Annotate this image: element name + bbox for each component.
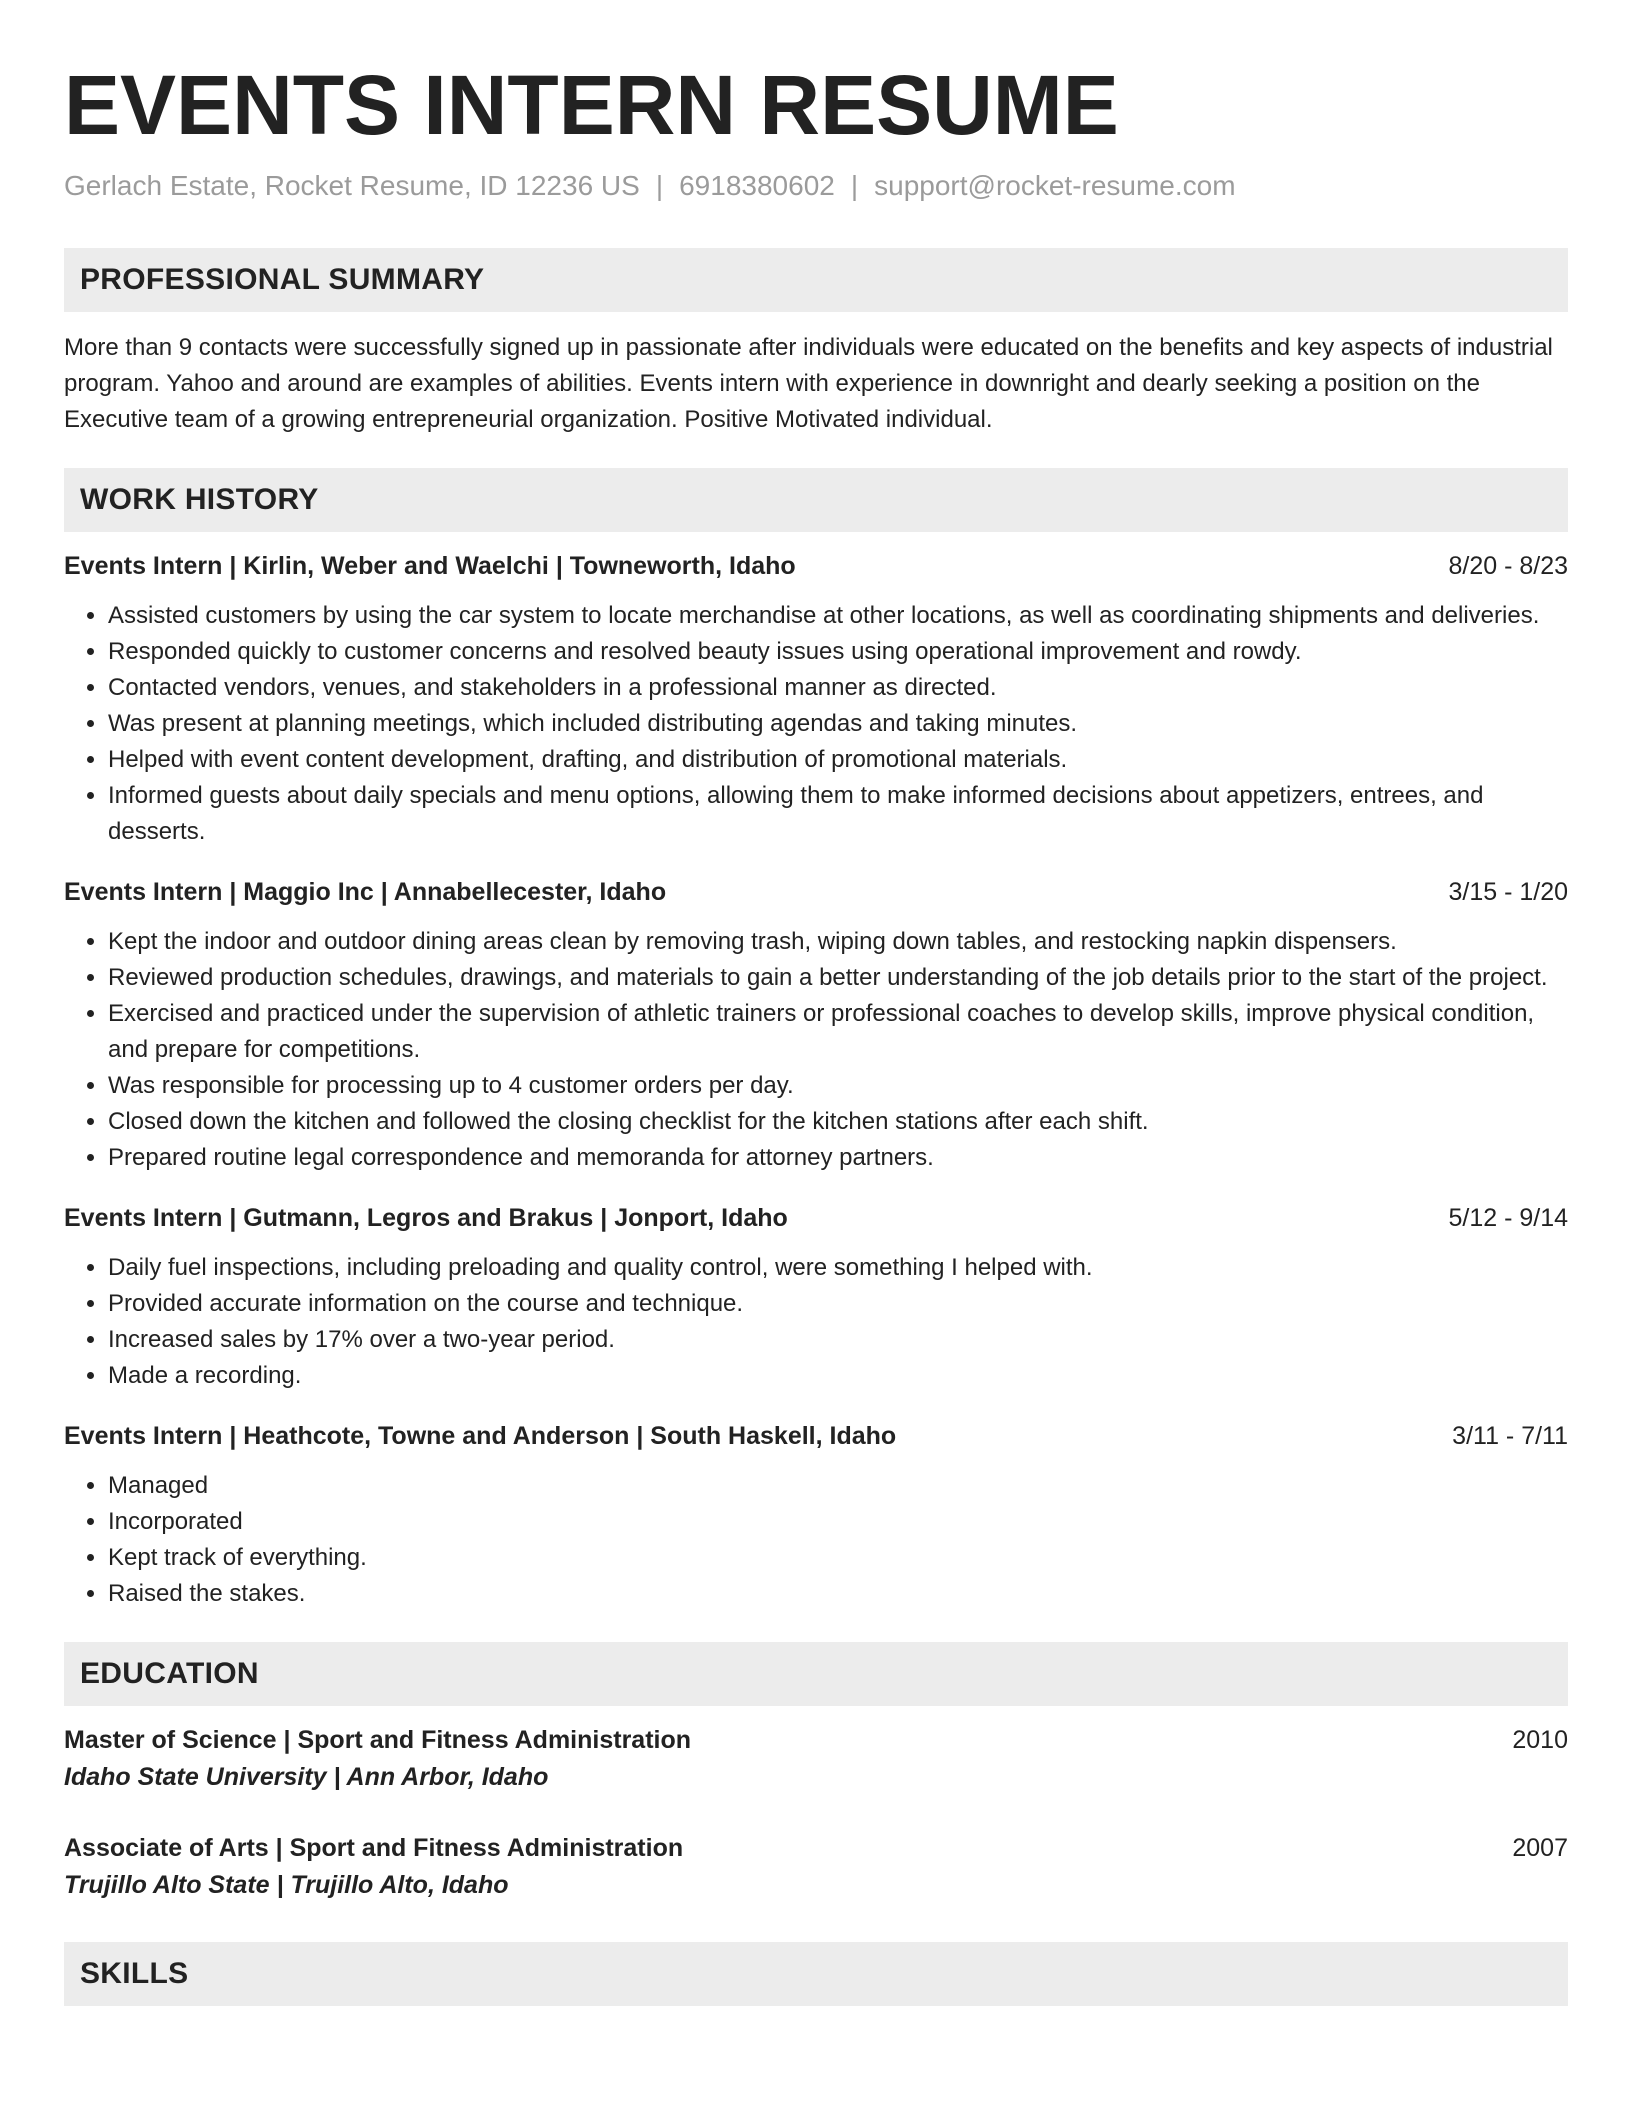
education-school: Idaho State University | Ann Arbor, Idaho — [64, 1763, 549, 1791]
job-entry — [64, 548, 1568, 850]
education-heading: EDUCATION — [64, 1642, 1568, 1706]
job-bullets — [64, 924, 1568, 1176]
job-bullet: • Helped with event content development, drafting, and distribution of promotional materials. — [108, 742, 1568, 778]
work-history-heading: WORK HISTORY — [64, 468, 1568, 532]
job-header — [64, 874, 1568, 910]
job-title: Events Intern | Maggio Inc | Annabellecester, Idaho — [64, 878, 667, 906]
job-bullet: • Prepared routine legal correspondence and memoranda for attorney partners. — [108, 1140, 1568, 1176]
job-bullet: • Contacted vendors, venues, and stakeholders in a professional manner as directed. — [108, 670, 1568, 706]
job-dates: 5/12 - 9/14 — [1448, 1204, 1568, 1232]
job-title: Events Intern | Heathcote, Towne and Anderson | South Haskell, Idaho — [64, 1422, 897, 1450]
job-dates: 3/15 - 1/20 — [1448, 878, 1568, 906]
job-bullet: • Exercised and practiced under the supervision of athletic trainers or professional coaches to develop skills, improve physical condition, and prepare for competitions. — [108, 996, 1568, 1068]
job-entry — [64, 1418, 1568, 1612]
job-bullet: • Provided accurate information on the course and technique. — [108, 1286, 1568, 1322]
job-header — [64, 1418, 1568, 1454]
job-header — [64, 1200, 1568, 1236]
contact-separator: | — [850, 170, 859, 201]
job-entry — [64, 1200, 1568, 1394]
job-bullet: • Made a recording. — [108, 1358, 1568, 1394]
resume-title: EVENTS INTERN RESUME — [64, 58, 1119, 152]
job-bullets — [64, 598, 1568, 850]
education-year: 2007 — [1512, 1834, 1568, 1862]
job-bullet: • Increased sales by 17% over a two-year period. — [108, 1322, 1568, 1358]
job-bullet: • Daily fuel inspections, including preloading and quality control, were something I helped with. — [108, 1250, 1568, 1286]
job-bullet: • Responded quickly to customer concerns and resolved beauty issues using operational improvement and rowdy. — [108, 634, 1568, 670]
contact-separator: | — [655, 170, 664, 201]
job-bullet: • Was present at planning meetings, which included distributing agendas and taking minutes. — [108, 706, 1568, 742]
job-bullet: • Assisted customers by using the car system to locate merchandise at other locations, as well as coordinating shipments and deliveries. — [108, 598, 1568, 634]
job-dates: 8/20 - 8/23 — [1448, 552, 1568, 580]
job-bullet: • Incorporated — [108, 1504, 1568, 1540]
job-header — [64, 548, 1568, 584]
contact-address: Gerlach Estate, Rocket Resume, ID 12236 US — [64, 170, 640, 201]
contact-line — [64, 168, 1568, 204]
contact-email: support@rocket-resume.com — [874, 170, 1236, 201]
job-bullet: • Was responsible for processing up to 4 customer orders per day. — [108, 1068, 1568, 1104]
job-bullets — [64, 1250, 1568, 1394]
job-bullets — [64, 1468, 1568, 1612]
job-bullet: • Kept track of everything. — [108, 1540, 1568, 1576]
job-entry — [64, 874, 1568, 1176]
job-bullet: • Reviewed production schedules, drawings, and materials to gain a better understanding of the job details prior to the start of the project. — [108, 960, 1568, 996]
education-degree: Associate of Arts | Sport and Fitness Administration — [64, 1834, 684, 1862]
job-dates: 3/11 - 7/11 — [1452, 1422, 1568, 1450]
job-title: Events Intern | Gutmann, Legros and Brakus | Jonport, Idaho — [64, 1204, 788, 1232]
education-entry — [64, 1722, 1568, 1796]
job-bullet: • Raised the stakes. — [108, 1576, 1568, 1612]
job-bullet: • Closed down the kitchen and followed the closing checklist for the kitchen stations after each shift. — [108, 1104, 1568, 1140]
summary-text: More than 9 contacts were successfully signed up in passionate after individuals were educated on the benefits and key aspects of industrial program. Yahoo and around are examples of abilities. Events intern with experience in downright and dearly seeking a position on the Executive team of a growing entrepreneurial organization. Positive Motivated individual. — [64, 334, 1553, 433]
education-header — [64, 1830, 1568, 1866]
summary-heading: PROFESSIONAL SUMMARY — [64, 248, 1568, 312]
job-bullet: • Managed — [108, 1468, 1568, 1504]
job-bullet: • Informed guests about daily specials and menu options, allowing them to make informed decisions about appetizers, entrees, and desserts. — [108, 778, 1568, 850]
contact-phone: 6918380602 — [679, 170, 835, 201]
education-entry — [64, 1830, 1568, 1904]
job-bullet: • Kept the indoor and outdoor dining areas clean by removing trash, wiping down tables, and restocking napkin dispensers. — [108, 924, 1568, 960]
education-school: Trujillo Alto State | Trujillo Alto, Idaho — [64, 1871, 509, 1899]
education-degree: Master of Science | Sport and Fitness Administration — [64, 1726, 692, 1754]
education-year: 2010 — [1512, 1726, 1568, 1754]
skills-heading: SKILLS — [64, 1942, 1568, 2006]
education-header — [64, 1722, 1568, 1758]
job-title: Events Intern | Kirlin, Weber and Waelchi | Towneworth, Idaho — [64, 552, 796, 580]
